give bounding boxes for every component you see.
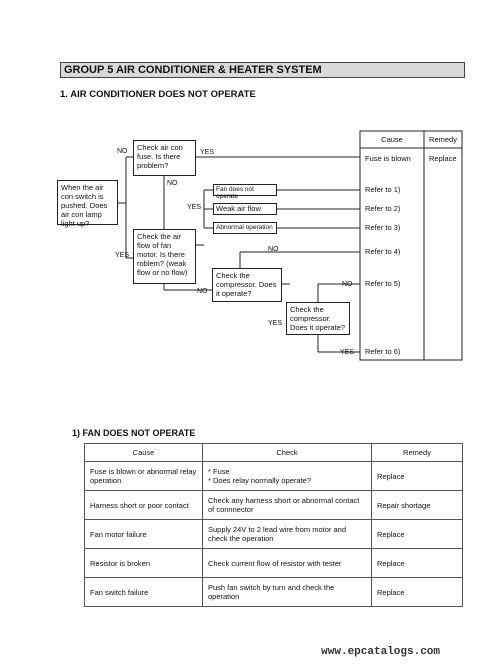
col-header-check: Check — [203, 444, 372, 462]
refer-1: Refer to 1) — [365, 185, 401, 194]
cell-remedy: Repair shortage — [372, 491, 463, 520]
yes-label: YES — [340, 349, 355, 356]
cell-check: Push fan switch by turn and check the operation — [203, 578, 372, 607]
table-row — [85, 491, 463, 520]
check-compressor-box-1: Check the compressor. Does it operate? — [212, 268, 282, 302]
cell-cause: Resistor is broken — [85, 549, 203, 578]
check-compressor-box-2: Check the compressor. Does it operate? — [286, 302, 350, 335]
fan-trouble-table — [84, 443, 463, 607]
abnormal-operation-box: Abnormal operation — [213, 222, 277, 234]
table-row — [85, 578, 463, 607]
remedy-header: Remedy — [429, 135, 457, 144]
weak-air-flow-box: Weak air flow — [213, 203, 277, 215]
section-title: 1. AIR CONDITIONER DOES NOT OPERATE — [60, 89, 256, 100]
refer-3: Refer to 3) — [365, 223, 401, 232]
check-fuse-box: Check air con fuse. Is there problem? — [133, 140, 196, 176]
no-label: NO — [117, 148, 128, 155]
refer-6: Refer to 6) — [365, 347, 401, 356]
cell-remedy: Replace — [372, 549, 463, 578]
remedy-replace: Replace — [429, 154, 457, 163]
table-header-row — [85, 444, 463, 462]
cell-cause: Fuse is blown or abnormal relay operation — [85, 462, 203, 491]
fan-not-operate-box: Fan does not operate — [213, 184, 277, 196]
refer-4: Refer to 4) — [365, 247, 401, 256]
refer-5: Refer to 5) — [365, 279, 401, 288]
cell-remedy: Replace — [372, 520, 463, 549]
yes-label: YES — [268, 320, 283, 327]
table-row — [85, 462, 463, 491]
cell-remedy: Replace — [372, 462, 463, 491]
cell-check: Check current flow of resistor with tester — [203, 549, 372, 578]
table-row — [85, 520, 463, 549]
table-row — [85, 549, 463, 578]
cell-cause: Fan switch failure — [85, 578, 203, 607]
no-label: NO — [197, 288, 208, 295]
start-box: When the air con switch is pushed. Does air con lamp light up? — [57, 180, 118, 225]
yes-label: YES — [200, 149, 215, 156]
check-airflow-box: Check the air flow of fan motor. Is there roblem? (weak flow or no flow) — [133, 229, 196, 284]
cell-cause: Harness short or poor contact — [85, 491, 203, 520]
cell-cause: Fan motor failure — [85, 520, 203, 549]
col-header-cause: Cause — [85, 444, 203, 462]
refer-2: Refer to 2) — [365, 204, 401, 213]
cause-fuse-blown: Fuse is blown — [365, 154, 411, 163]
cell-check: * Fuse * Does relay normally operate? — [203, 462, 372, 491]
yes-label: YES — [115, 252, 130, 259]
no-label: NO — [167, 180, 178, 187]
no-label: NO — [342, 281, 353, 288]
yes-label: YES — [187, 204, 202, 211]
cause-header: Cause — [381, 135, 403, 144]
watermark: www.epcatalogs.com — [321, 646, 440, 658]
col-header-remedy: Remedy — [372, 444, 463, 462]
cell-remedy: Replace — [372, 578, 463, 607]
cell-check: Supply 24V to 2 lead wire from motor and check the operation — [203, 520, 372, 549]
no-label: NO — [268, 246, 279, 253]
group-title: GROUP 5 AIR CONDITIONER & HEATER SYSTEM — [60, 62, 465, 78]
fan-section-title: 1) FAN DOES NOT OPERATE — [72, 428, 196, 438]
cell-check: Check any harness short or abnormal contact of connnector — [203, 491, 372, 520]
